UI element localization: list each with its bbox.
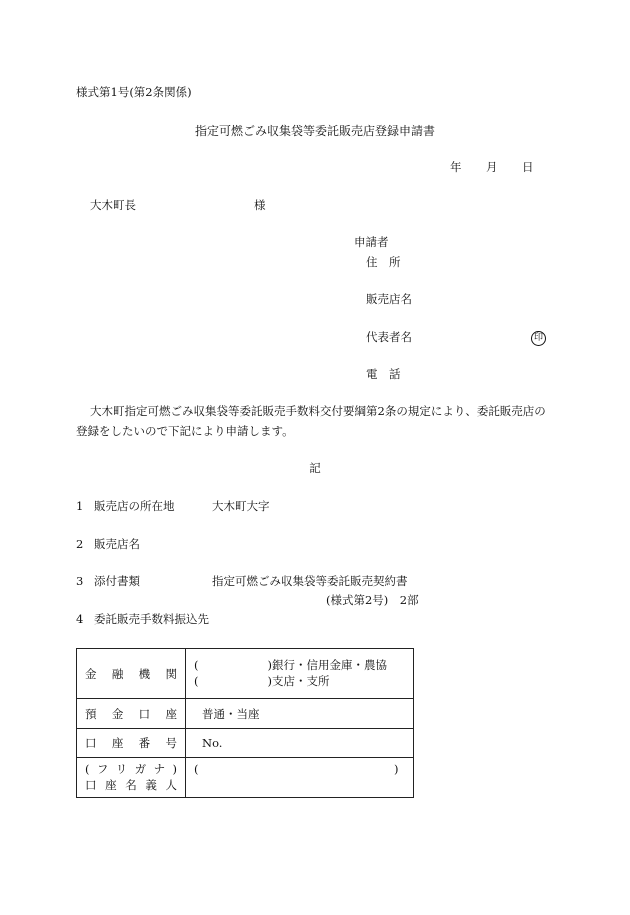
- document-title: 指定可燃ごみ収集袋等委託販売店登録申請書: [194, 124, 435, 138]
- body-text-line2: 登録をしたいので下記により申請します。: [76, 424, 294, 438]
- furigana-label: ( フ リ ガ ナ ): [85, 761, 177, 776]
- deposit-label: 預 金 口 座: [85, 706, 177, 721]
- applicant-heading: 申請者: [354, 235, 389, 249]
- form-number: 様式第1号(第2条関係): [76, 85, 192, 99]
- addressee-name: 大木町長: [90, 198, 136, 212]
- item-label-transfer-account: 委託販売手数料振込先: [94, 612, 209, 626]
- account-label-cell: [77, 729, 186, 758]
- institution-label: 金 融 機 関: [85, 666, 177, 681]
- institution-label-cell: [77, 649, 186, 699]
- item-label-attachments: 添付書類: [94, 574, 140, 588]
- account-holder-value: ( ): [186, 758, 414, 798]
- address-label: 住 所: [366, 255, 401, 269]
- item-value-attachments: 指定可燃ごみ収集袋等委託販売契約書: [212, 574, 408, 588]
- item-label-shop-name: 販売店名: [94, 537, 140, 551]
- institution-value-cell: [186, 649, 414, 699]
- table-row: [77, 699, 414, 729]
- item-number: 2: [76, 537, 84, 551]
- deposit-value: 普通・当座: [186, 699, 414, 729]
- deposit-label-cell: [77, 699, 186, 729]
- attachment-note: (様式第2号) 2部: [326, 593, 419, 607]
- representative-label: 代表者名: [366, 330, 412, 344]
- seal-icon: 印: [531, 331, 546, 346]
- item-label-location: 販売店の所在地: [94, 499, 175, 513]
- institution-line1: ( )銀行・信用金庫・農協: [194, 657, 387, 672]
- date-year: 年: [450, 160, 462, 174]
- record-mark: 記: [309, 461, 321, 475]
- table-row: [77, 649, 414, 699]
- institution-line2: ( )支店・支所: [194, 673, 330, 688]
- date-month: 月: [486, 160, 498, 174]
- table-row: [77, 758, 414, 798]
- item-number: 1: [76, 499, 84, 513]
- body-text-line1: 大木町指定可燃ごみ収集袋等委託販売手数料交付要綱第2条の規定により、委託販売店の: [90, 404, 546, 418]
- table-row: [77, 729, 414, 758]
- seal-mark: [531, 330, 546, 346]
- item-number: 4: [76, 612, 84, 626]
- holder-label-cell: [77, 758, 186, 798]
- date-day: 日: [522, 160, 534, 174]
- phone-label: 電 話: [366, 367, 401, 381]
- addressee-honorific: 様: [254, 198, 266, 212]
- item-value-location: 大木町大字: [212, 499, 270, 513]
- account-number-label: 口 座 番 号: [85, 736, 177, 750]
- shop-name-label: 販売店名: [366, 292, 412, 306]
- item-number: 3: [76, 574, 84, 588]
- account-number-value: No.: [186, 729, 414, 758]
- account-holder-label: 口 座 名 義 人: [85, 777, 177, 792]
- bank-account-table: [76, 648, 414, 798]
